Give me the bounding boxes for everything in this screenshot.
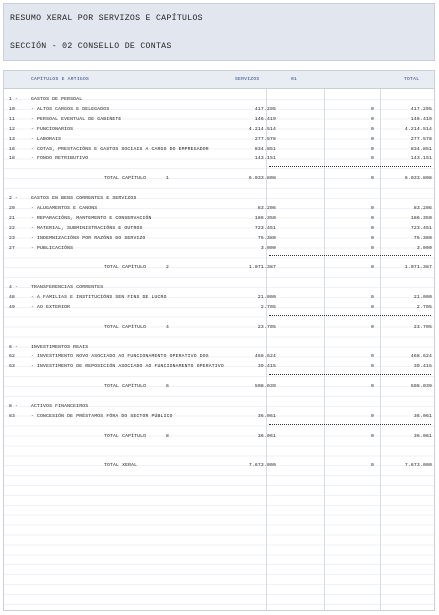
- value-total: 508.039: [410, 384, 432, 390]
- chapter-heading-row: [4, 194, 434, 203]
- value-col02: 0: [370, 245, 374, 251]
- report-header: [3, 3, 435, 61]
- grand-total-row: [4, 461, 434, 470]
- chapter-code: 6 -: [9, 344, 19, 350]
- value-total: 6.033.808: [404, 176, 432, 182]
- value-total: 2.705: [416, 304, 432, 310]
- total-chapter-number: 6: [166, 384, 170, 390]
- article-description: - REPARACIÓNS, MANTEMENTO E CONSERVACIÓN: [31, 215, 152, 221]
- article-description: - AO EXTERIOR: [31, 304, 71, 310]
- value-col02: 0: [370, 324, 374, 330]
- value-col02: 0: [370, 136, 374, 142]
- chapter-total-row: [4, 323, 434, 332]
- table-row: [4, 204, 434, 213]
- value-col01: 3.000: [260, 245, 276, 251]
- chapter-total-row: [4, 382, 434, 391]
- value-col02: 0: [370, 295, 374, 300]
- table-row: [4, 362, 434, 371]
- article-code: 18: [9, 156, 16, 162]
- article-description: - A FAMILIAS E INSTITUCIÓNS SEN FINS DE LUCRO: [31, 295, 167, 300]
- article-code: 48: [9, 295, 16, 300]
- table-row: [4, 115, 434, 124]
- value-col02: 0: [370, 126, 374, 132]
- table-row: [4, 293, 434, 302]
- value-col02: 0: [370, 463, 374, 469]
- article-description: - LABORAIS: [31, 136, 62, 142]
- column-header-01: 01: [291, 77, 298, 82]
- subtotal-separator: [269, 424, 431, 425]
- value-col01: 417.295: [254, 106, 276, 112]
- value-col01: 21.000: [257, 295, 276, 300]
- value-col02: 0: [370, 106, 374, 112]
- column-header-row: [4, 71, 434, 89]
- article-code: 16: [9, 146, 16, 152]
- article-description: - INVESTIMENTO DE REPOSICIÓN ASOCIADO AO FUNCIONAMENTO OPERATIVO: [31, 364, 224, 370]
- report-section: SECCIÓN - 02 CONSELLO DE CONTAS: [10, 42, 172, 51]
- table-row: [4, 105, 434, 114]
- article-code: 11: [9, 116, 16, 122]
- value-col02: 0: [370, 205, 374, 211]
- article-description: - INVESTIMENTO NOVO ASOCIADO AO FUNCIONAMENTO OPERATIVO DOS: [31, 354, 209, 360]
- value-col01: 39.415: [257, 364, 276, 370]
- report-title: RESUMO XERAL POR SERVIZOS E CAPÍTULOS: [10, 14, 203, 23]
- value-col01: 6.033.808: [248, 176, 276, 182]
- value-total: 468.624: [410, 354, 432, 360]
- chapter-description: ACTIVOS FINANCEIROS: [31, 403, 89, 409]
- value-col01: 36.061: [257, 413, 276, 419]
- value-total: 1.071.387: [404, 265, 432, 271]
- value-col01: 23.705: [257, 324, 276, 330]
- value-col01: 83.206: [257, 205, 276, 211]
- subtotal-separator: [269, 374, 431, 375]
- value-total: 39.415: [413, 364, 432, 370]
- chapter-heading-row: [4, 95, 434, 104]
- value-total: 143.151: [410, 156, 432, 162]
- value-col01: 7.673.000: [248, 463, 276, 469]
- value-col01: 186.350: [254, 215, 276, 221]
- value-total: 83.206: [413, 205, 432, 211]
- article-description: - FUNCIONARIOS: [31, 126, 74, 132]
- article-code: 13: [9, 136, 16, 142]
- total-label: TOTAL CAPÍTULO: [104, 265, 147, 271]
- table-row: [4, 244, 434, 253]
- article-description: - COTAS, PRESTACIÓNS E GASTOS SOCIAIS A CARGO DO EMPREGADOR: [31, 146, 209, 152]
- chapter-code: 8 -: [9, 403, 19, 409]
- article-description: - ALTOS CARGOS E DELEGADOS: [31, 106, 110, 112]
- value-col02: 0: [370, 146, 374, 152]
- chapter-heading-row: [4, 402, 434, 411]
- article-description: - PERSOAL EVENTUAL DE GABINETE: [31, 116, 122, 122]
- value-total: 23.705: [413, 324, 432, 330]
- chapter-total-row: [4, 174, 434, 183]
- chapter-description: GASTOS EN BENS CORRENTES E SERVIZOS: [31, 196, 137, 201]
- budget-report: [3, 3, 435, 611]
- article-code: 23: [9, 235, 16, 241]
- article-description: - INDEMNIZACIÓNS POR RAZÓNS DO SERVIZO: [31, 235, 146, 241]
- value-total: 834.851: [410, 146, 432, 152]
- chapter-total-row: [4, 432, 434, 441]
- article-code: 21: [9, 215, 16, 221]
- value-col01: 2.705: [260, 304, 276, 310]
- table-row: [4, 303, 434, 312]
- value-col01: 468.624: [254, 354, 276, 360]
- value-col02: 0: [370, 215, 374, 221]
- chapter-code: 1 -: [9, 97, 19, 102]
- subtotal-separator: [269, 166, 431, 167]
- column-header-total: TOTAL: [404, 77, 420, 82]
- table-row: [4, 135, 434, 144]
- article-code: 62: [9, 354, 16, 360]
- value-col02: 0: [370, 156, 374, 162]
- chapter-description: TRANSFERENCIAS CORRENTES: [31, 285, 104, 291]
- article-description: - PUBLICACIÓNS: [31, 245, 74, 251]
- value-col02: 0: [370, 225, 374, 231]
- value-col01: 277.578: [254, 136, 276, 142]
- chapter-code: 4 -: [9, 285, 19, 291]
- chapter-heading-row: [4, 343, 434, 352]
- value-col01: 4.214.514: [248, 126, 276, 132]
- value-col02: 0: [370, 413, 374, 419]
- column-header-services: SERVIZOS: [235, 77, 260, 82]
- value-total: 417.295: [410, 106, 432, 112]
- value-total: 36.061: [413, 433, 432, 439]
- article-code: 12: [9, 126, 16, 132]
- article-description: - CONCESIÓN DE PRÉSTAMOS FÓRA DO SECTOR PÚBLICO: [31, 413, 173, 419]
- value-total: 7.673.000: [404, 463, 432, 469]
- value-col02: 0: [370, 265, 374, 271]
- article-code: 83: [9, 413, 16, 419]
- article-code: 49: [9, 304, 16, 310]
- value-col02: 0: [370, 116, 374, 122]
- column-header-chapters: CAPÍTULOS E ARTIGOS: [31, 77, 90, 82]
- total-chapter-number: 2: [166, 265, 170, 271]
- table-row: [4, 412, 434, 421]
- article-code: 22: [9, 225, 16, 231]
- value-col01: 1.071.387: [248, 265, 276, 271]
- total-label: TOTAL CAPÍTULO: [104, 176, 147, 182]
- article-code: 27: [9, 245, 16, 251]
- value-col01: 36.061: [257, 433, 276, 439]
- article-code: 10: [9, 106, 16, 112]
- value-col02: 0: [370, 235, 374, 241]
- chapter-description: GASTOS DE PERSOAL: [31, 97, 83, 102]
- value-col02: 0: [370, 304, 374, 310]
- total-chapter-number: 1: [166, 176, 170, 182]
- table-row: [4, 234, 434, 243]
- table-row: [4, 224, 434, 233]
- value-total: 146.419: [410, 116, 432, 122]
- table-row: [4, 214, 434, 223]
- subtotal-separator: [269, 315, 431, 316]
- article-description: - MATERIAL, SUBMINISTRACIÓNS E OUTROS: [31, 225, 143, 231]
- value-col01: 75.380: [257, 235, 276, 241]
- value-total: 36.061: [413, 413, 432, 419]
- subtotal-separator: [269, 255, 431, 256]
- chapter-heading-row: [4, 283, 434, 292]
- total-chapter-number: 4: [166, 324, 170, 330]
- report-table: [3, 70, 435, 611]
- total-label: TOTAL CAPÍTULO: [104, 433, 147, 439]
- total-chapter-number: 8: [166, 433, 170, 439]
- total-label: TOTAL CAPÍTULO: [104, 324, 147, 330]
- value-col01: 143.151: [254, 156, 276, 162]
- value-total: 75.380: [413, 235, 432, 241]
- value-col01: 834.851: [254, 146, 276, 152]
- value-col02: 0: [370, 176, 374, 182]
- chapter-code: 2 -: [9, 196, 19, 201]
- table-row: [4, 352, 434, 361]
- value-col01: 508.039: [254, 384, 276, 390]
- value-total: 723.451: [410, 225, 432, 231]
- value-total: 4.214.514: [404, 126, 432, 132]
- value-col02: 0: [370, 384, 374, 390]
- article-code: 63: [9, 364, 16, 370]
- value-col02: 0: [370, 364, 374, 370]
- article-description: - ALUGAMENTOS E CANONS: [31, 205, 98, 211]
- article-description: - FONDO RETRIBUTIVO: [31, 156, 89, 162]
- value-total: 3.000: [416, 245, 432, 251]
- grand-total-label: TOTAL XERAL: [104, 463, 138, 469]
- value-total: 21.000: [413, 295, 432, 300]
- value-col01: 723.451: [254, 225, 276, 231]
- value-col01: 146.419: [254, 116, 276, 122]
- table-row: [4, 125, 434, 134]
- value-col02: 0: [370, 354, 374, 360]
- value-total: 277.578: [410, 136, 432, 142]
- total-label: TOTAL CAPÍTULO: [104, 384, 147, 390]
- chapter-description: INVESTIMENTOS REAIS: [31, 344, 89, 350]
- table-row: [4, 145, 434, 154]
- value-total: 186.350: [410, 215, 432, 221]
- chapter-total-row: [4, 263, 434, 272]
- table-row: [4, 154, 434, 163]
- value-col02: 0: [370, 433, 374, 439]
- article-code: 20: [9, 205, 16, 211]
